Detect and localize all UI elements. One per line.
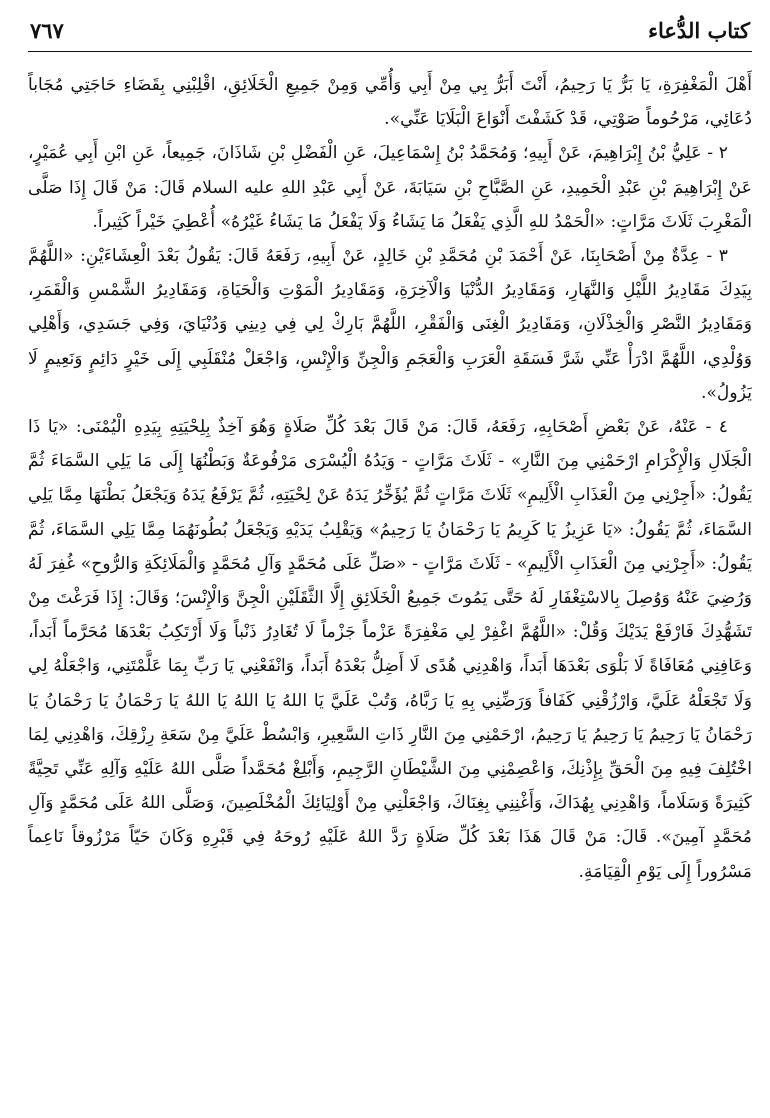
paragraph-hadith-3: ٣ - عِدَّةٌ مِنْ أَصْحَابِنَا، عَنْ أَحْمَدَ بْنِ مُحَمَّدِ بْنِ خَالِدٍ، عَنْ أَبِيهِ، رَفَعَهُ قَالَ: يَقُولُ بَعْدَ الْعِشَاءَيْنِ: «اللَّهُمَّ بِيَدِكَ مَقَادِيرُ اللَّيْلِ وَالنَّهَارِ، وَمَقَادِيرُ الدُّنْيَا وَالْآخِرَةِ، وَمَقَادِيرُ الْمَوْتِ وَالْحَيَاةِ، وَمَقَادِيرُ الشَّمْسِ وَالْقَمَرِ، وَمَقَادِيرُ النَّصْرِ وَالْخِذْلَانِ، وَمَقَادِيرُ الْغِنَى وَالْفَقْرِ، اللَّهُمَّ بَارِكْ لِي فِي دِينِي وَدُنْيَايَ، وَفِي جَسَدِي، وَأَهْلِي وَوُلْدِي، اللَّهُمَّ ادْرَأْ عَنِّي شَرَّ فَسَقَةِ الْعَرَبِ وَالْعَجَمِ وَالْجِنِّ وَالْإِنْسِ، وَاجْعَلْ مُنْقَلَبِي إِلَى خَيْرٍ دَائِمٍ وَنَعِيمٍ لَا يَزُولُ». xyxy=(28,246,752,403)
page-header xyxy=(28,18,752,52)
paragraph-hadith-2: ٢ - عَلِيُّ بْنُ إِبْرَاهِيمَ، عَنْ أَبِيهِ؛ وَمُحَمَّدُ بْنُ إِسْمَاعِيلَ، عَنِ الْفَضْلِ بْنِ شَاذَانَ، جَمِيعاً، عَنِ ابْنِ أَبِي عُمَيْرٍ، عَنْ إِبْرَاهِيمَ بْنِ عَبْدِ الْحَمِيدِ، عَنِ الصَّبَّاحِ بْنِ سَيَابَةَ، عَنْ أَبِي عَبْدِ اللهِ عليه السلام قَالَ: مَنْ قَالَ إِذَا صَلَّى الْمَغْرِبَ ثَلَاثَ مَرَّاتٍ: «الْحَمْدُ للهِ الَّذِي يَفْعَلُ مَا يَشَاءُ وَلَا يَفْعَلُ مَا يَشَاءُ غَيْرُهُ» أُعْطِيَ خَيْراً كَثِيراً. xyxy=(28,143,752,232)
paragraph-continuation: أَهْلَ الْمَغْفِرَةِ، يَا بَرُّ يَا رَحِيمُ، أَنْتَ أَبَرُّ بِي مِنْ أَبِي وَأُمِّي وَمِنْ جَمِيعِ الْخَلَائِقِ، اقْلِبْنِي بِقَضَاءِ حَاجَتِي مُجَاباً دُعَائِي، مَرْحُوماً صَوْتِي، قَدْ كَشَفْتَ أَنْوَاعَ الْبَلَايَا عَنِّي». xyxy=(28,75,752,130)
page-body xyxy=(28,68,752,889)
page-number: ٧٦٧ xyxy=(30,18,64,43)
book-page xyxy=(28,18,752,1104)
paragraph-hadith-4: ٤ - عَنْهُ، عَنْ بَعْضِ أَصْحَابِهِ، رَفَعَهُ، قَالَ: مَنْ قَالَ بَعْدَ كُلِّ صَلَاةٍ وَهُوَ آخِذٌ بِلِحْيَتِهِ بِيَدِهِ الْيُمْنَى: «يَا ذَا الْجَلَالِ وَالْإِكْرَامِ ارْحَمْنِي مِنَ النَّارِ» - ثَلَاثَ مَرَّاتٍ - وَيَدُهُ الْيُسْرَى مَرْفُوعَةٌ وَبَطْنُهَا إِلَى مَا يَلِي السَّمَاءَ ثُمَّ يَقُولُ: «أَجِرْنِي مِنَ الْعَذَابِ الْأَلِيمِ» ثَلَاثَ مَرَّاتٍ ثُمَّ يُؤَخِّرُ يَدَهُ عَنْ لِحْيَتِهِ، ثُمَّ يَرْفَعُ يَدَهُ وَيَجْعَلُ بَطْنَهَا مِمَّا يَلِي السَّمَاءَ، ثُمَّ يَقُولُ: «يَا عَزِيزُ يَا كَرِيمُ يَا رَحْمَانُ يَا رَحِيمُ» وَيَقْلِبُ يَدَيْهِ وَيَجْعَلُ بُطُونَهُمَا مِمَّا يَلِي السَّمَاءَ، ثُمَّ يَقُولُ: «أَجِرْنِي مِنَ الْعَذَابِ الْأَلِيمِ» - ثَلَاثَ مَرَّاتٍ - «صَلِّ عَلَى مُحَمَّدٍ وَآلِ مُحَمَّدٍ وَالْمَلَائِكَةِ وَالرُّوحِ» غُفِرَ لَهُ وَرُضِيَ عَنْهُ وَوُصِلَ بِالاسْتِغْفَارِ لَهُ حَتَّى يَمُوتَ جَمِيعُ الْخَلَائِقِ إِلَّا الثَّقَلَيْنِ الْجِنَّ وَالْإِنْسَ؛ وَقَالَ: إِذَا فَرَغْتَ مِنْ تَشَهُّدِكَ فَارْفَعْ يَدَيْكَ وَقُلْ: «اللَّهُمَّ اغْفِرْ لِي مَغْفِرَةً عَزْماً جَزْماً لَا تُغَادِرُ ذَنْباً وَلَا أَرْتَكِبُ بَعْدَهَا مُحَرَّماً أَبَداً، وَعَافِنِي مُعَافَاةً لَا بَلْوَى بَعْدَهَا أَبَداً، وَاهْدِنِي هُدًى لَا أَضِلُّ بَعْدَهُ أَبَداً، وَانْفَعْنِي يَا رَبِّ بِمَا عَلَّمْتَنِي، وَاجْعَلْهُ لِي وَلَا تَجْعَلْهُ عَلَيَّ، وَارْزُقْنِي كَفَافاً وَرَضِّنِي بِهِ يَا رَبَّاهُ، وَتُبْ عَلَيَّ يَا اللهُ يَا اللهُ يَا اللهُ يَا رَحْمَانُ يَا رَحْمَانُ يَا رَحْمَانُ يَا رَحِيمُ يَا رَحِيمُ يَا رَحِيمُ، ارْحَمْنِي مِنَ النَّارِ ذَاتِ السَّعِيرِ، وَابْسُطْ عَلَيَّ مِنْ سَعَةِ رِزْقِكَ، وَاهْدِنِي لِمَا اخْتُلِفَ فِيهِ مِنَ الْحَقِّ بِإِذْنِكَ، وَاعْصِمْنِي مِنَ الشَّيْطَانِ الرَّجِيمِ، وَأَبْلِغْ مُحَمَّداً صَلَّى اللهُ عَلَيْهِ وَآلِهِ عَنِّي تَحِيَّةً كَثِيرَةً وَسَلَاماً، وَاهْدِنِي بِهُدَاكَ، وَأَغْنِنِي بِغِنَاكَ، وَاجْعَلْنِي مِنْ أَوْلِيَائِكَ الْمُخْلَصِينَ، وَصَلَّى اللهُ عَلَى مُحَمَّدٍ وَآلِ مُحَمَّدٍ آمِينَ». قَالَ: مَنْ قَالَ هَذَا بَعْدَ كُلِّ صَلَاةٍ رَدَّ اللهُ عَلَيْهِ رُوحَهُ فِي قَبْرِهِ وَكَانَ حَيّاً مَرْزُوقاً نَاعِماً مَسْرُوراً إِلَى يَوْمِ الْقِيَامَةِ. xyxy=(28,417,752,882)
book-title: كتاب الدُّعاء xyxy=(648,18,750,43)
